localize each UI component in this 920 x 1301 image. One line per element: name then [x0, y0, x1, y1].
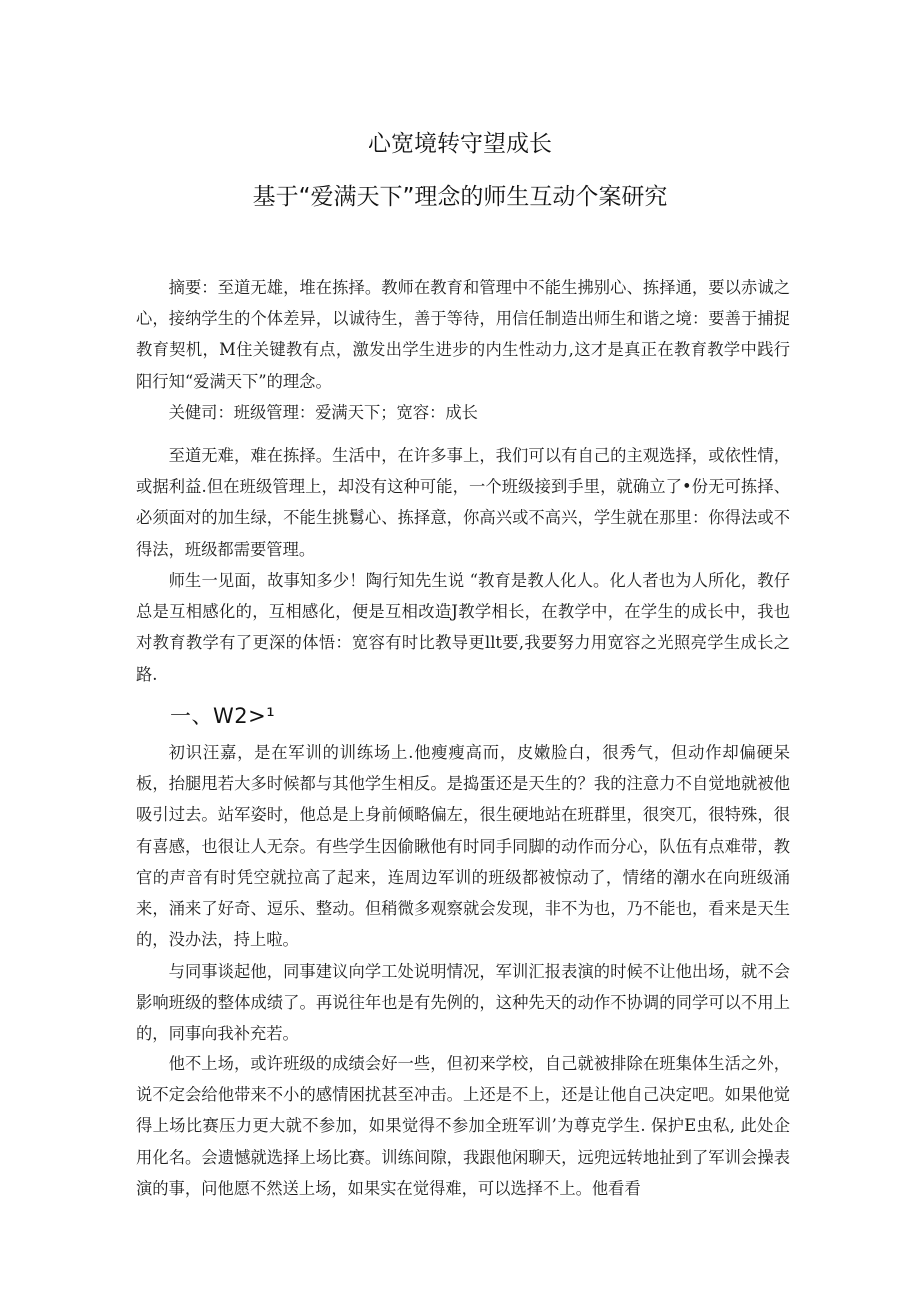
body-paragraph-1: 至道无难，难在拣择。生活中，在许多事上，我们可以有自己的主观选择，或依性情，或据利益.但在班级管理上，却没有这种可能，一个班级接到手里，就确立了•份无可拣择、必须面对的加生绿，不能生挑鬄心、拣择意，你高兴或不高兴，学生就在那里：你得法或不得法，班级都需要管理。	[136, 446, 790, 559]
body-paragraph-4: 与同事谈起他，同事建议向学工处说明情况，军训汇报表演的时候不让他出场，就不会影响班级的整体成绩了。再说往年也是有先例的，这种先天的动作不协调的同学可以不用上的，同事向我补充若。	[136, 962, 790, 1044]
document-subtitle: 基于“爱满天下”理念的师生互动个案研究	[252, 184, 668, 210]
keywords-line: 关健司：班级管理：爱满天下；宽容：成长	[168, 403, 478, 422]
abstract-paragraph: 摘要：至道无雄，堆在拣择。教师在教育和管理中不能生拂别心、拣择通，要以赤诚之心，接纳学生的个体差异，以诚待生，善于等待，用信任制造出师生和谐之境：要善于捕捉教育契机，M住关键教有点，激发出学生进步的内生性动力,这才是真正在教育教学中践行阳行知“爱满天下”的理念。	[136, 278, 790, 391]
body-paragraph-2: 师生一见面，故事知多少！陶行知先生说 “教育是教人化人。化人者也为人所化，教仔总是互相感化的，互相感化，便是互相改造J教学相长，在教学中，在学生的成长中，我也对教育教学有了更深的体悟：宽容有时比教导更llt要,我要努力用宽容之光照亮学生成长之路.	[136, 571, 790, 684]
body-paragraph-5: 他不上场，或许班级的成绩会好一些，但初来学校，自己就被排除在班集体生活之外，说不定会给他带来不小的感情困扰甚至冲击。上还是不上，还是让他自己决定吧。如果他觉得上场比赛压力更大就不参加，如果觉得不参加全班军训’为尊克学生. 保护E虫私, 此处企用化名。会遗憾就选择上场比赛。训练间隙，我跟他闲聊天，远兜远转地扯到了军训会操表演的事，问他愿不然送上场，如果实在觉得难，可以选择不上。他看看	[136, 1054, 790, 1198]
section-heading: 一、W2>¹	[170, 704, 276, 728]
body-paragraph-3: 初识汪嘉，是在军训的训练场上.他瘦瘦高而，皮嫩脸白，很秀气，但动作却偏硬呆板，抬腿甩若大多时候都与其他学生相反。是捣蛋还是天生的？我的注意力不自觉地就被他吸引过去。站军姿时，他总是上身前倾略偏左，很生硬地站在班群里，很突兀，很特殊，很有喜感，也很让人无奈。有些学生因偷瞅他有时同手同脚的动作而分心，队伍有点难带，教官的声音有时凭空就拉高了起来，连周边军训的班级都被惊动了，情绪的潮水在向班级涌来，涌来了好奇、逗乐、整动。但稍微多观察就会发现，非不为也，乃不能也，看来是天生的，没办法，持上啦。	[136, 743, 790, 950]
document-title: 心宽境转守望成长	[368, 131, 552, 157]
